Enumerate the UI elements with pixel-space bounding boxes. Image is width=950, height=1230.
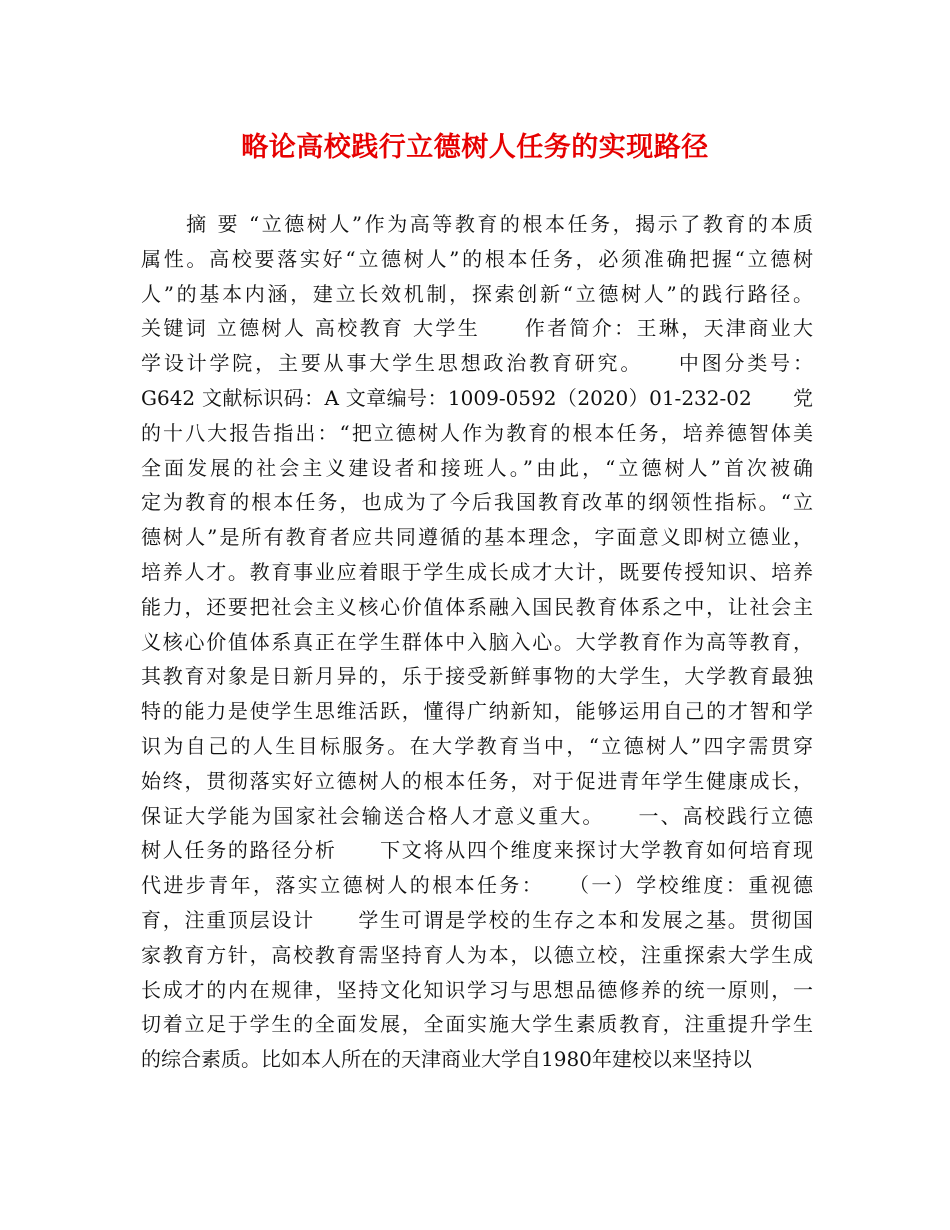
body-line: 家教育方针，高校教育需坚持育人为本，以德立校，注重探索大学生成	[141, 942, 813, 967]
body-line: 摘 要 “立德树人”作为高等教育的根本任务，揭示了教育的本质	[141, 212, 813, 236]
body-line: 代进步青年，落实立德树人的根本任务： （一）学校维度：重视德	[141, 873, 813, 898]
body-line: 的综合素质。比如本人所在的天津商业大学自1980年建校以来坚持以	[141, 1047, 752, 1072]
body-line: 切着立足于学生的全面发展，全面实施大学生素质教育，注重提升学生	[141, 1012, 813, 1037]
body-line: 长成才的内在规律，坚持文化知识学习与思想品德修养的统一原则，一	[141, 977, 813, 1002]
body-line: 培养人才。教育事业应着眼于学生成长成才大计，既要传授知识、培养	[141, 559, 813, 584]
body-line: 学设计学院，主要从事大学生思想政治教育研究。 中图分类号：	[141, 351, 813, 376]
body-line: 德树人”是所有教育者应共同遵循的基本理念，字面意义即树立德业，	[141, 525, 813, 550]
body-line: 保证大学能为国家社会输送合格人才意义重大。 一、高校践行立德	[141, 803, 813, 828]
body-line: 的十八大报告指出：“把立德树人作为教育的根本任务，培养德智体美	[141, 420, 813, 445]
body-line: 育，注重顶层设计 学生可谓是学校的生存之本和发展之基。贯彻国	[141, 907, 813, 932]
body-line: 其教育对象是日新月异的，乐于接受新鲜事物的大学生，大学教育最独	[141, 664, 813, 689]
body-line: 识为自己的人生目标服务。在大学教育当中，“立德树人”四字需贯穿	[141, 733, 813, 758]
document-title: 略论高校践行立德树人任务的实现路径	[241, 132, 709, 163]
body-line: 人”的基本内涵，建立长效机制，探索创新“立德树人”的践行路径。	[141, 281, 813, 306]
body-line: 全面发展的社会主义建设者和接班人。”由此，“立德树人”首次被确	[141, 455, 813, 480]
body-line: G642 文献标识码：A 文章编号：1009-0592（2020）01-232-02 党	[141, 385, 813, 410]
body-line: 定为教育的根本任务，也成为了今后我国教育改革的纲领性指标。“立	[141, 490, 813, 515]
body-line: 始终，贯彻落实好立德树人的根本任务，对于促进青年学生健康成长，	[141, 768, 813, 793]
body-line: 特的能力是使学生思维活跃，懂得广纳新知，能够运用自己的才智和学	[141, 699, 813, 724]
document-body	[141, 207, 813, 1077]
body-line: 义核心价值体系真正在学生群体中入脑入心。大学教育作为高等教育，	[141, 629, 813, 654]
body-line: 能力，还要把社会主义核心价值体系融入国民教育体系之中，让社会主	[141, 594, 813, 619]
body-line: 关键词 立德树人 高校教育 大学生 作者简介：王琳，天津商业大	[141, 316, 813, 341]
body-line: 属性。高校要落实好“立德树人”的根本任务，必须准确把握“立德树	[141, 246, 813, 271]
body-line: 树人任务的路径分析 下文将从四个维度来探讨大学教育如何培育现	[141, 838, 813, 863]
